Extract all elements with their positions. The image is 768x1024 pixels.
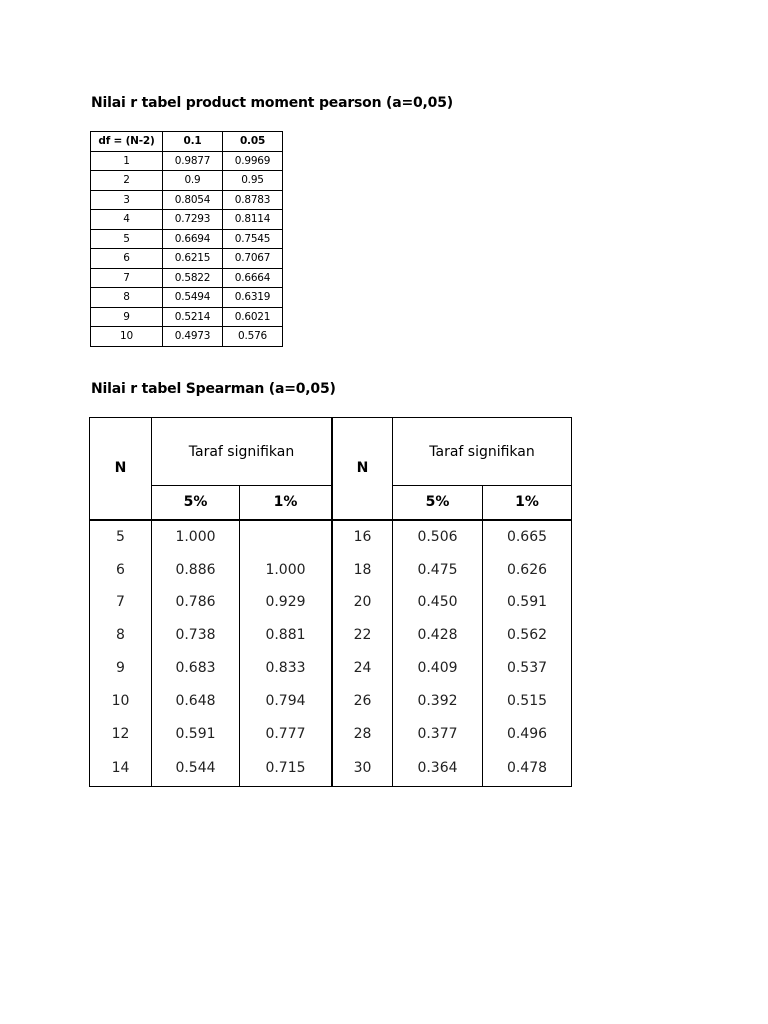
- pearson-cell: 3: [91, 190, 163, 210]
- spearman-row: [90, 684, 572, 717]
- spearman-cell: 24: [332, 652, 393, 685]
- spearman-cell: 0.478: [483, 750, 572, 787]
- spearman-cell: 0.544: [152, 750, 240, 787]
- pearson-header-0.05: 0.05: [223, 132, 283, 152]
- pearson-row: [91, 268, 283, 288]
- spearman-cell: 28: [332, 717, 393, 750]
- pearson-table-body: [91, 151, 283, 346]
- pearson-cell: 0.9: [163, 171, 223, 191]
- pearson-row: [91, 249, 283, 269]
- spearman-cell: 8: [90, 619, 152, 652]
- pearson-cell: 0.7067: [223, 249, 283, 269]
- pearson-cell: 0.6021: [223, 307, 283, 327]
- spearman-row: [90, 619, 572, 652]
- spearman-cell: 7: [90, 586, 152, 619]
- spearman-cell: 0.475: [393, 553, 483, 586]
- pearson-cell: 8: [91, 288, 163, 308]
- pearson-cell: 4: [91, 210, 163, 230]
- pearson-row: [91, 229, 283, 249]
- spearman-cell: 0.537: [483, 652, 572, 685]
- spearman-cell: 0.515: [483, 684, 572, 717]
- spearman-cell: 0.364: [393, 750, 483, 787]
- spearman-cell: 0.833: [265, 660, 306, 677]
- pearson-cell: 0.8783: [223, 190, 283, 210]
- spearman-header-taraf-right: Taraf signifikan: [393, 418, 572, 486]
- pearson-cell: 0.9969: [223, 151, 283, 171]
- spearman-cell: 0.591: [152, 717, 240, 750]
- pearson-header-df: df = (N-2): [91, 132, 163, 152]
- spearman-cell: 0.648: [152, 684, 240, 717]
- spearman-cell: 0.715: [265, 760, 306, 777]
- spearman-cell: 22: [332, 619, 393, 652]
- pearson-table: [90, 131, 283, 347]
- spearman-cell: 0.881: [265, 627, 306, 644]
- spearman-cell: 0.777: [265, 725, 306, 742]
- spearman-cell: 9: [90, 652, 152, 685]
- spearman-header-5pct-left: 5%: [152, 486, 240, 520]
- pearson-cell: 0.8114: [223, 210, 283, 230]
- pearson-cell: 2: [91, 171, 163, 191]
- spearman-cell: 0.450: [393, 586, 483, 619]
- spearman-header-1pct-left: 1%: [240, 486, 333, 520]
- pearson-cell: 0.5494: [163, 288, 223, 308]
- pearson-cell: 0.6694: [163, 229, 223, 249]
- pearson-table-title: Nilai r tabel product moment pearson (a=0,05): [91, 95, 453, 111]
- spearman-cell: 0.392: [393, 684, 483, 717]
- spearman-cell: 12: [90, 717, 152, 750]
- spearman-row: [90, 520, 572, 554]
- spearman-cell: 5: [90, 520, 152, 554]
- pearson-cell: 5: [91, 229, 163, 249]
- pearson-cell: 7: [91, 268, 163, 288]
- pearson-header-0.1: 0.1: [163, 132, 223, 152]
- spearman-cell: 1.000: [265, 561, 306, 578]
- spearman-header-n-right: N: [332, 418, 393, 520]
- spearman-row: [90, 717, 572, 750]
- pearson-cell: 10: [91, 327, 163, 347]
- pearson-cell: 0.6664: [223, 268, 283, 288]
- pearson-row: [91, 171, 283, 191]
- spearman-cell: 6: [90, 553, 152, 586]
- pearson-cell: 0.4973: [163, 327, 223, 347]
- pearson-row: [91, 151, 283, 171]
- pearson-row: [91, 288, 283, 308]
- pearson-cell: 0.5822: [163, 268, 223, 288]
- spearman-cell: 14: [90, 750, 152, 787]
- pearson-cell: 0.95: [223, 171, 283, 191]
- pearson-cell: 9: [91, 307, 163, 327]
- spearman-table-title: Nilai r tabel Spearman (a=0,05): [91, 381, 336, 397]
- spearman-header-5pct-right: 5%: [393, 486, 483, 520]
- spearman-row: [90, 553, 572, 586]
- spearman-cell: 0.683: [152, 652, 240, 685]
- spearman-cell: 0.562: [483, 619, 572, 652]
- spearman-cell: 0.377: [393, 717, 483, 750]
- pearson-cell: 0.6215: [163, 249, 223, 269]
- spearman-table: [89, 417, 572, 787]
- spearman-cell: 0.409: [393, 652, 483, 685]
- pearson-cell: 0.9877: [163, 151, 223, 171]
- spearman-header-row: [90, 418, 572, 486]
- spearman-cell: 0.929: [265, 594, 306, 611]
- spearman-cell: 0.496: [483, 717, 572, 750]
- pearson-cell: 0.6319: [223, 288, 283, 308]
- spearman-cell: 30: [332, 750, 393, 787]
- spearman-row: [90, 750, 572, 787]
- pearson-cell: 0.8054: [163, 190, 223, 210]
- pearson-cell: 6: [91, 249, 163, 269]
- pearson-row: [91, 210, 283, 230]
- spearman-table-body: [90, 520, 572, 787]
- pearson-row: [91, 190, 283, 210]
- spearman-cell: 26: [332, 684, 393, 717]
- spearman-header-1pct-right: 1%: [483, 486, 572, 520]
- spearman-cell: 10: [90, 684, 152, 717]
- spearman-subheader-row: [90, 486, 572, 520]
- spearman-cell: 0.738: [152, 619, 240, 652]
- spearman-header-n-left: N: [90, 418, 152, 520]
- spearman-cell: 0.794: [265, 692, 306, 709]
- spearman-cell: 0.506: [393, 520, 483, 554]
- pearson-cell: 0.7545: [223, 229, 283, 249]
- spearman-cell: 18: [332, 553, 393, 586]
- pearson-cell: 0.5214: [163, 307, 223, 327]
- spearman-cell: 0.428: [393, 619, 483, 652]
- spearman-cell: [240, 520, 333, 554]
- pearson-cell: 1: [91, 151, 163, 171]
- spearman-cell: 16: [332, 520, 393, 554]
- spearman-cell: 0.591: [483, 586, 572, 619]
- spearman-cell: 0.665: [483, 520, 572, 554]
- pearson-cell: 0.576: [223, 327, 283, 347]
- pearson-header-row: [91, 132, 283, 152]
- spearman-cell: 0.626: [483, 553, 572, 586]
- spearman-cell: 1.000: [152, 520, 240, 554]
- spearman-header-taraf-left: Taraf signifikan: [152, 418, 333, 486]
- spearman-row: [90, 652, 572, 685]
- pearson-cell: 0.7293: [163, 210, 223, 230]
- pearson-row: [91, 327, 283, 347]
- spearman-cell: 20: [332, 586, 393, 619]
- spearman-cell: 0.886: [152, 553, 240, 586]
- spearman-cell: 0.786: [152, 586, 240, 619]
- spearman-row: [90, 586, 572, 619]
- pearson-row: [91, 307, 283, 327]
